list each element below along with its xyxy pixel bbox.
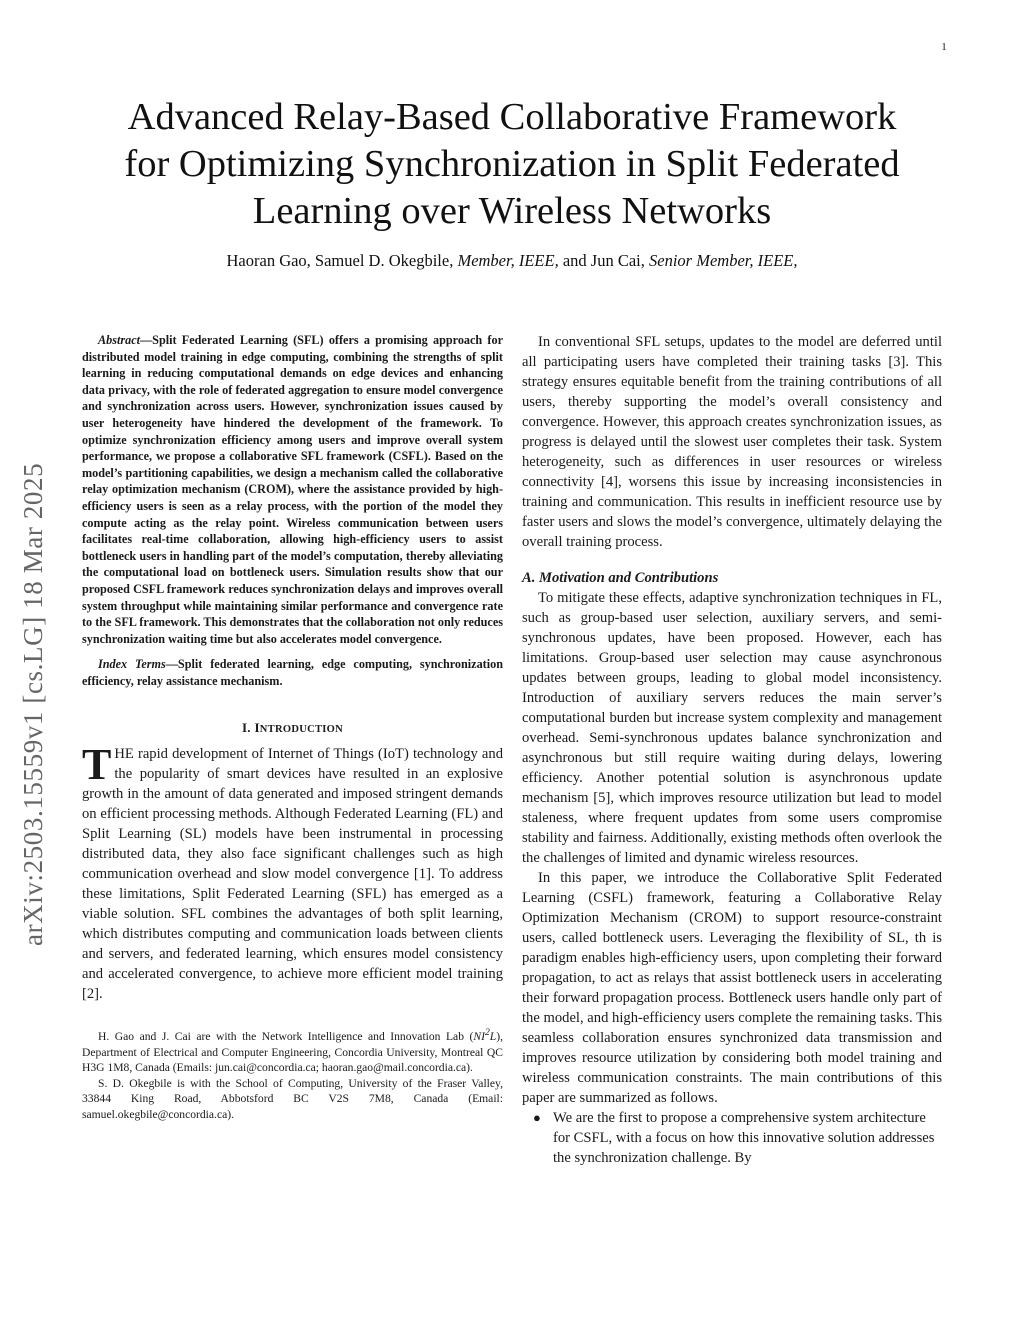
abstract <box>82 332 503 647</box>
author-names: Haoran Gao, Samuel D. Okegbile, <box>226 251 454 270</box>
author-list <box>60 251 964 271</box>
dropcap-letter: T <box>82 740 112 790</box>
section-numeral: I. <box>241 720 251 736</box>
footnote-text: ), Department of Electrical and Computer Engineering, Concordia University, Montreal QC H3G 1M8, Canada (Emails: jun.cai@concordia.ca; haoran.gao@mail.concordia.ca). <box>82 1030 503 1075</box>
section-heading-introduction <box>82 720 503 736</box>
index-terms-label: Index Terms <box>98 657 166 672</box>
body-paragraph: In conventional SFL setups, updates to the model are deferred until all participating users have completed their training tasks [3]. This strategy ensures equitable benefit from the training contributions of all users, thereby supporting the model’s overall consistency and convergence. However, this approach creates synchronization issues, as progress is delayed until the slowest user completes their task. System heterogeneity, such as differences in user resources or wireless connectivity [4], worsens this issue by increasing inconsistencies in training and communication. This results in inefficient resource use by faster users and slows the model’s convergence, ultimately delaying the overall training process. <box>522 334 942 550</box>
title-block <box>60 94 964 271</box>
intro-paragraph <box>82 740 503 1004</box>
footnote-affiliation-2: S. D. Okegbile is with the School of Computing, University of the Fraser Valley, 33844 King Road, Abbotsford BC V2S 7M8, Canada (Email: samuel.okegbile@concordia.ca). <box>82 1076 503 1121</box>
contributions-list <box>522 1108 942 1168</box>
abstract-text: —Split Federated Learning (SFL) offers a promising approach for distributed model training in edge computing, combining the strengths of split learning in reducing computational demands on edge devices and enhancing data privacy, with the role of federated aggregation to ensure model convergence and synchronization across users. However, synchronization issues caused by user heterogeneity have hindered the development of the framework. To optimize synchronization efficiency among users and improve overall system performance, we propose a collaborative SFL framework (CSFL). Based on the model’s partitioning capabilities, we design a mechanism called the collaborative relay optimization mechanism (CROM), where the assistance provided by high-efficiency users is seen as a relay process, with the portion of the model they compute acting as the relay point. Wireless communication between users facilitates real-time collaboration, allowing high-efficiency users to assist bottleneck users in handling part of the model’s computation, thereby alleviating the computational load on bottleneck users. Simulation results show that our proposed CSFL framework reduces synchronization delays and improves overall system throughput while maintaining similar performance and convergence rate to the SFL framework. This demonstrates that the collaboration not only reduces synchronization waiting time but also accelerates model convergence. <box>82 333 503 646</box>
bullet-icon: ● <box>533 1110 541 1125</box>
title-line: for Optimizing Synchronization in Split Federated <box>124 143 900 185</box>
dropcap-smallcaps: HE <box>114 746 134 763</box>
title-line: Learning over Wireless Networks <box>252 190 772 232</box>
author-membership: Member, IEEE, <box>457 251 559 270</box>
index-terms-text: —Split federated learning, edge computing, synchronization efficiency, relay assistance mechanism. <box>82 657 503 688</box>
arxiv-identifier-stamp: arXiv:2503.15559v1 [cs.LG] 18 Mar 2025 <box>18 462 48 946</box>
left-column <box>82 332 503 1122</box>
author-names: and Jun Cai, <box>562 251 645 270</box>
author-footnotes <box>82 1025 503 1122</box>
lab-acronym-part: NI <box>473 1030 485 1044</box>
paper-title <box>60 94 964 235</box>
body-paragraph: In this paper, we introduce the Collaborative Split Federated Learning (CSFL) framework, featuring a Collaborative Relay Optimization Mechanism (CROM) to support resource-constraint users, called bottleneck users. Leveraging the flexibility of SL, th is paradigm enables high-efficiency users, upon completing their forward propagation, to act as relays that assist bottleneck users in accelerating their forward propagation process. Bottleneck users handle only part of the model, and high-efficiency users complete the remaining tasks. This seamless collaboration ensures synchronized data transmission and improves resource utilization by considering both model training and wireless communication constraints. The main contributions of this paper are summarized as follows. <box>522 870 942 1106</box>
list-item <box>522 1108 942 1168</box>
lab-acronym-part: L <box>489 1030 497 1044</box>
body-paragraph: To mitigate these effects, adaptive synchronization techniques in FL, such as group-based user selection, auxiliary servers, and semi-synchronous updates, have been proposed. However, each has limitations. Group-based user selection may cause asynchronous updates between groups, leading to global model inconsistency. Introduction of auxiliary servers reduces the main server’s computational burden but increase system complexity and management overhead. Semi-synchronous updates balance synchronization and asynchronous but still require waiting during delays, lowering efficiency. Another potential solution is asynchronous update mechanism [5], which improves resource utilization but lead to model staleness, where frequent updates from some users compromise stability and fairness. Additionally, existing methods often overlook the the challenges of limited and dynamic wireless resources. <box>522 590 942 866</box>
section-title-rest: NTRODUCTION <box>259 724 344 736</box>
lab-acronym-superscript: 2 <box>484 1027 490 1039</box>
author-membership: Senior Member, IEEE, <box>649 251 798 270</box>
title-line: Advanced Relay-Based Collaborative Framework <box>127 96 897 138</box>
section-title-initial: I <box>254 720 260 736</box>
footnote-text: H. Gao and J. Cai are with the Network Intelligence and Innovation Lab ( <box>98 1030 474 1044</box>
intro-paragraph-text: rapid development of Internet of Things (IoT) technology and the popularity of smart devices have resulted in an explosive growth in the amount of data generated and imposed stringent demands on efficient processing methods. Although Federated Learning (FL) and Split Learning (SL) models have been instrumental in processing distributed data, they also face significant challenges such as high communication overhead and slow model convergence [1]. To address these limitations, Split Federated Learning (SFL) has emerged as a viable solution. SFL combines the advantages of both split learning, which distributes computing and communication loads between clients and servers, and federated learning, which ensures model consistency and accelerated convergence, to achieve more efficient model training [2]. <box>82 746 503 1003</box>
lab-acronym <box>473 1027 497 1044</box>
footnote-affiliation-1 <box>82 1025 503 1075</box>
index-terms <box>82 656 503 689</box>
abstract-label: Abstract <box>98 333 140 347</box>
right-column <box>522 332 942 1168</box>
list-item-text: We are the first to propose a comprehensive system architecture for CSFL, with a focus on how this innovative solution addresses the synchronization challenge. By <box>553 1110 935 1166</box>
page-number: 1 <box>941 41 947 53</box>
subsection-heading: A. Motivation and Contributions <box>522 570 719 586</box>
